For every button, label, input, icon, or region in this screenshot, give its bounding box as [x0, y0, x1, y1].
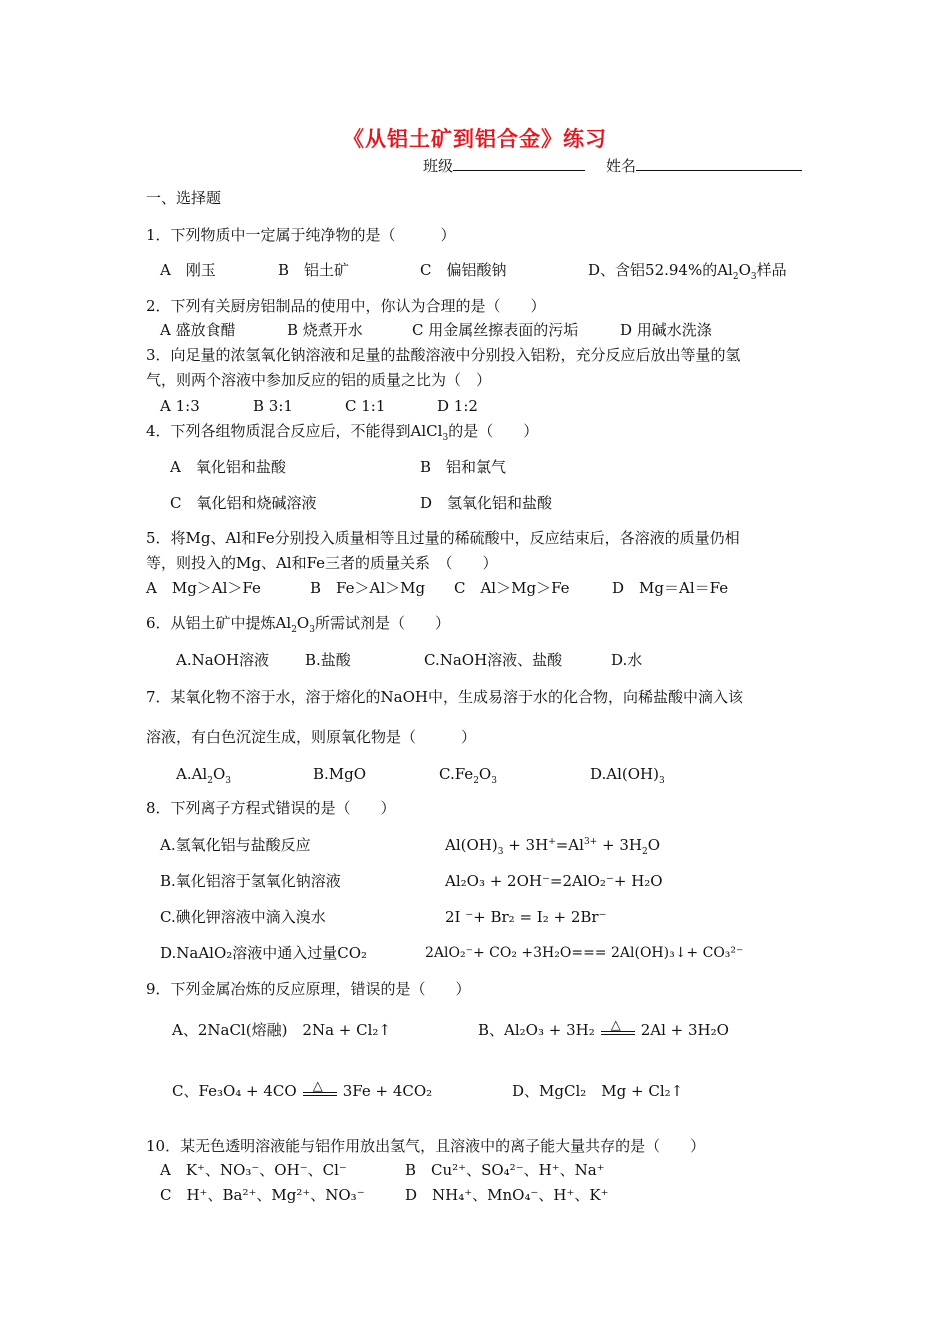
- q2-option-b: B 烧煮开水: [287, 321, 363, 339]
- q3-option-d: D 1:2: [437, 397, 478, 415]
- q8-equation-c: 2I ⁻+ Br₂ = I₂ + 2Br⁻: [445, 908, 607, 926]
- q5-option-d: D Mg＝Al＝Fe: [612, 579, 729, 597]
- q5-stem-line1: 5．将Mg、Al和Fe分别投入质量相等且过量的稀硫酸中，反应结束后，各溶液的质量仍相: [146, 529, 740, 547]
- q10-option-b: B Cu²⁺、SO₄²⁻、H⁺、Na⁺: [405, 1161, 605, 1179]
- q5-option-b: B Fe＞Al＞Mg: [310, 579, 426, 597]
- page-title: 《从铝土矿到铝合金》练习: [343, 126, 607, 151]
- section-heading: 一、选择题: [146, 189, 222, 207]
- name-label: 姓名: [606, 157, 637, 175]
- q1-option-b: B 铝土矿: [278, 261, 350, 279]
- q7-stem-line2: 溶液，有白色沉淀生成，则原氧化物是（ ）: [146, 728, 477, 746]
- q4-stem: 4．下列各组物质混合反应后，不能得到AlCl$_3$的是（ ）: [146, 422, 539, 443]
- q8-equation-b: Al₂O₃ + 2OH⁻=2AlO₂⁻+ H₂O: [445, 872, 663, 890]
- q4-option-d: D 氢氧化铝和盐酸: [420, 494, 553, 512]
- q10-option-d: D NH₄⁺、MnO₄⁻、H⁺、K⁺: [405, 1186, 609, 1204]
- name-field: [606, 154, 802, 176]
- q7-option-c: $C.Fe_2O_3$: [439, 765, 497, 786]
- heat-condition-icon: △: [303, 1085, 337, 1099]
- q10-option-c: C H⁺、Ba²⁺、Mg²⁺、NO₃⁻: [160, 1186, 365, 1204]
- q7-option-a: $A.Al_2O_3$: [176, 765, 232, 786]
- q10-stem: 10．某无色透明溶液能与铝作用放出氢气，且溶液中的离子能大量共存的是（ ）: [146, 1137, 706, 1155]
- q8-equation-a: $Al(OH)_3 + 3H^+=Al^{3+} + 3H_2O$: [445, 836, 660, 857]
- q8-stem: 8．下列离子方程式错误的是（ ）: [146, 799, 396, 817]
- q8-option-b: B.氧化铝溶于氢氧化钠溶液: [160, 872, 341, 890]
- q7-stem-line1: 7．某氧化物不溶于水，溶于熔化的NaOH中，生成易溶于水的化合物，向稀盐酸中滴入该: [146, 688, 743, 706]
- heat-condition-icon: △: [601, 1024, 635, 1038]
- q1-option-a: A 刚玉: [160, 261, 216, 279]
- q4-option-c: C 氧化铝和烧碱溶液: [170, 494, 317, 512]
- q6-option-b: B.盐酸: [305, 651, 351, 669]
- q8-option-d: D.NaAlO₂溶液中通入过量CO₂: [160, 944, 368, 962]
- q2-option-d: D 用碱水洗涤: [620, 321, 712, 339]
- q9-stem: 9．下列金属冶炼的反应原理，错误的是（ ）: [146, 980, 471, 998]
- q4-option-a: A 氧化铝和盐酸: [170, 458, 286, 476]
- q10-option-a: A K⁺、NO₃⁻、OH⁻、Cl⁻: [160, 1161, 347, 1179]
- q4-option-b: B 铝和氯气: [420, 458, 507, 476]
- q5-option-a: A Mg＞Al＞Fe: [146, 579, 261, 597]
- q3-stem-line2: 气，则两个溶液中参加反应的铝的质量之比为（ ）: [146, 371, 492, 389]
- q1-stem: 1．下列物质中一定属于纯净物的是（ ）: [146, 226, 456, 244]
- q8-option-c: C.碘化钾溶液中滴入溴水: [160, 908, 326, 926]
- q3-option-a: A 1:3: [160, 397, 200, 415]
- q8-equation-d: 2AlO₂⁻+ CO₂ +3H₂O=== 2Al(OH)₃↓+ CO₃²⁻: [425, 945, 744, 961]
- q6-option-a: A.NaOH溶液: [176, 651, 270, 669]
- q5-option-c: C Al＞Mg＞Fe: [454, 579, 570, 597]
- q9-option-c: C、Fe₃O₄ + 4CO △ 3Fe + 4CO₂: [172, 1079, 433, 1100]
- q2-option-a: A 盛放食醋: [160, 321, 236, 339]
- q3-option-c: C 1:1: [345, 397, 386, 415]
- q6-stem: 6．从铝土矿中提炼$Al_2O_3$所需试剂是（ ）: [146, 614, 450, 635]
- class-field: [423, 154, 585, 176]
- q9-option-a: A、2NaCl(熔融) 2Na + Cl₂↑: [172, 1021, 391, 1039]
- class-blank[interactable]: [453, 154, 585, 171]
- q3-stem-line1: 3．向足量的浓氢氧化钠溶液和足量的盐酸溶液中分别投入铝粉，充分反应后放出等量的氢: [146, 346, 741, 364]
- q6-option-c: C.NaOH溶液、盐酸: [424, 651, 563, 669]
- q6-option-d: D.水: [611, 651, 643, 669]
- q9-option-b: B、Al₂O₃ + 3H₂ △ 2Al + 3H₂O: [478, 1018, 729, 1039]
- q2-stem: 2．下列有关厨房铝制品的使用中，你认为合理的是（ ）: [146, 297, 546, 315]
- q9-option-d: D、MgCl₂ Mg + Cl₂↑: [512, 1082, 684, 1100]
- q3-option-b: B 3:1: [253, 397, 293, 415]
- q7-option-d: $D.Al(OH)_3$: [590, 765, 665, 786]
- q1-option-c: C 偏铝酸钠: [420, 261, 507, 279]
- q5-stem-line2: 等，则投入的Mg、Al和Fe三者的质量关系 （ ）: [146, 554, 498, 572]
- name-blank[interactable]: [636, 154, 802, 171]
- q2-option-c: C 用金属丝擦表面的污垢: [412, 321, 579, 339]
- q8-option-a: A.氢氧化铝与盐酸反应: [160, 836, 311, 854]
- class-label: 班级: [423, 157, 454, 175]
- q7-option-b: B.MgO: [313, 765, 367, 783]
- q1-option-d: D、含铝52.94%的$Al_2O_3$样品: [588, 261, 787, 282]
